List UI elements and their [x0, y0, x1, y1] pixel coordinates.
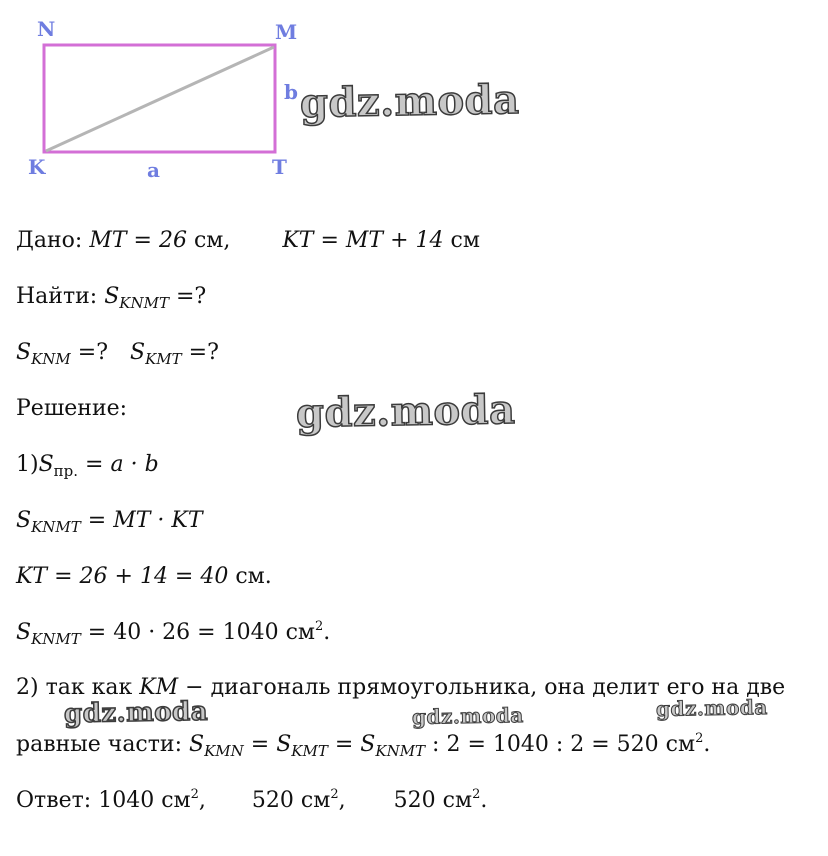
vertex-label-n: N	[37, 17, 56, 41]
eq-sub2: KMT	[291, 742, 328, 760]
eq-tail: : 2 = 1040 : 2 = 520	[425, 732, 659, 757]
step2-text2: − диагональ прямоугольника, она делит его на две	[178, 675, 786, 700]
eq-mid1: =	[243, 732, 277, 757]
find-q: =?	[169, 284, 207, 309]
area2-end: .	[323, 620, 331, 645]
eq-end: .	[703, 732, 711, 757]
area-formula-line	[16, 508, 203, 536]
answer-3: 520	[393, 788, 436, 813]
eq-s1: S	[189, 732, 205, 757]
area2-eq: = 40 · 26 = 1040	[80, 620, 279, 645]
watermark-logo: gdz.moda	[299, 76, 520, 127]
eq-s3: S	[360, 732, 376, 757]
step2-line	[16, 675, 785, 701]
find-label: Найти:	[16, 284, 105, 309]
area2-unit: см	[278, 620, 316, 645]
step2-km: KM	[139, 675, 179, 700]
eq-sub1: KMN	[204, 742, 244, 760]
kt-unit: см.	[228, 564, 272, 589]
area2-pow: 2	[315, 619, 324, 634]
solution-heading: Решение:	[16, 396, 128, 421]
find-parts-line	[16, 340, 219, 368]
step2-text1: 2) так как	[16, 675, 140, 700]
answer-line	[16, 787, 487, 814]
answer-1-end: ,	[198, 788, 206, 813]
watermark-logo: gdz.moda	[655, 695, 768, 721]
area-sub: KNMT	[31, 518, 81, 536]
area-value-line	[16, 619, 330, 648]
kt-line	[16, 564, 272, 590]
answer-3-unit: см	[435, 788, 473, 813]
eq-sub3: KNMT	[375, 742, 426, 760]
area-s: S	[16, 508, 32, 533]
given-eq1: MT = 26	[89, 228, 187, 253]
vertex-label-k: K	[28, 155, 46, 179]
given-label: Дано:	[16, 228, 90, 253]
answer-2-end: ,	[338, 788, 346, 813]
answer-1: 1040	[98, 788, 155, 813]
find-s: S	[104, 284, 120, 309]
find-line	[16, 284, 206, 312]
diagonal-km	[46, 47, 274, 151]
answer-2-pow: 2	[330, 787, 339, 802]
step1-line	[16, 452, 159, 480]
answer-2-unit: см	[293, 788, 331, 813]
answer-label: Ответ:	[16, 788, 99, 813]
given-unit2: см	[443, 228, 480, 253]
s1: S	[16, 340, 32, 365]
vertex-label-m: M	[275, 20, 298, 44]
given-line	[16, 228, 480, 254]
area-eq: = MT · KT	[80, 508, 203, 533]
answer-1-unit: см	[154, 788, 191, 813]
step1-s: S	[38, 452, 54, 477]
step1-eq: = a · b	[78, 452, 159, 477]
area2-sub: KNMT	[31, 630, 81, 648]
eq-unit: см	[658, 732, 696, 757]
watermark-logo: gdz.moda	[411, 703, 524, 729]
s2: S	[130, 340, 146, 365]
eq-pow: 2	[695, 731, 704, 746]
given-eq2: KT = MT + 14	[282, 228, 444, 253]
answer-3-pow: 2	[472, 787, 481, 802]
answer-3-end: .	[480, 788, 488, 813]
given-unit1: см,	[186, 228, 231, 253]
s1-q: =?	[70, 340, 109, 365]
side-label-a: a	[147, 158, 160, 182]
s2-q: =?	[181, 340, 219, 365]
watermark-logo: gdz.moda	[63, 696, 209, 730]
find-sub: KNMT	[119, 294, 169, 312]
vertex-label-t: T	[272, 155, 287, 179]
kt-eq: KT = 26 + 14 = 40	[16, 564, 229, 589]
answer-2: 520	[251, 788, 294, 813]
side-label-b: b	[284, 80, 298, 104]
equal-text: равные части:	[16, 732, 189, 757]
area2-s: S	[16, 620, 32, 645]
watermark-logo: gdz.moda	[295, 386, 516, 437]
s2-sub: KMT	[145, 350, 182, 368]
eq-s2: S	[276, 732, 292, 757]
s1-sub: KNM	[31, 350, 71, 368]
answer-1-pow: 2	[190, 787, 199, 802]
eq-mid2: =	[327, 732, 361, 757]
step1-sub: пр.	[53, 462, 79, 480]
step1-num: 1)	[16, 452, 39, 477]
equal-parts-line	[16, 731, 710, 760]
